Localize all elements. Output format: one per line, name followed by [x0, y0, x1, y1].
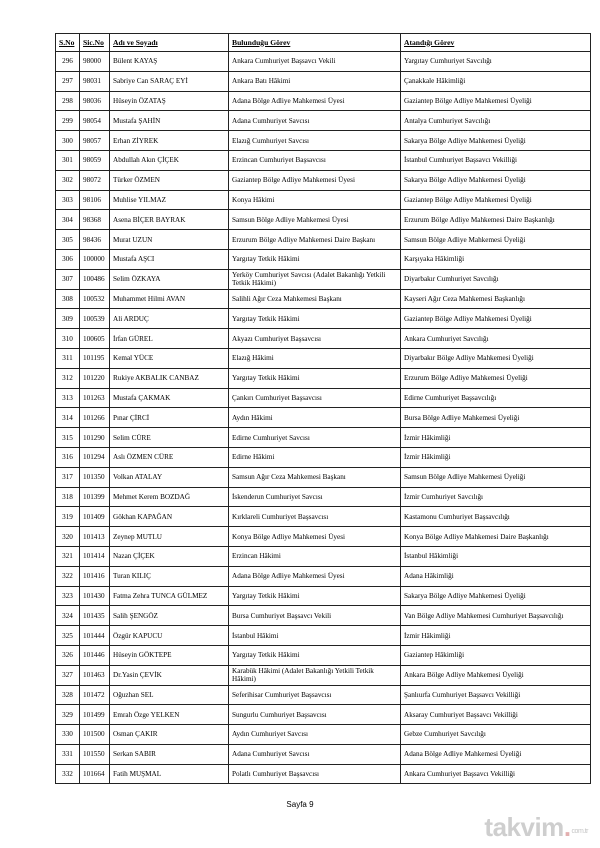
cell-assigned-post: Konya Bölge Adliye Mahkemesi Daire Başkanlığı: [401, 527, 591, 547]
cell-current-post: Bursa Cumhuriyet Başsavcı Vekili: [229, 606, 401, 626]
cell-name: Zeynep MUTLU: [110, 527, 229, 547]
cell-sno: 310: [56, 329, 80, 349]
cell-name: Selim ÖZKAYA: [110, 269, 229, 289]
cell-name: Türker ÖZMEN: [110, 170, 229, 190]
table-row: [56, 71, 591, 91]
cell-current-post: Yargıtay Tetkik Hâkimi: [229, 645, 401, 665]
cell-assigned-post: Gaziantep Hâkimliği: [401, 645, 591, 665]
cell-name: Pınar ÇİRCİ: [110, 408, 229, 428]
cell-current-post: Konya Hâkimi: [229, 190, 401, 210]
table-row: [56, 52, 591, 72]
cell-assigned-post: Gaziantep Bölge Adliye Mahkemesi Üyeliği: [401, 309, 591, 329]
cell-current-post: Konya Bölge Adliye Mahkemesi Üyesi: [229, 527, 401, 547]
table-row: [56, 368, 591, 388]
cell-sicil: 98036: [80, 91, 110, 111]
cell-sno: 302: [56, 170, 80, 190]
cell-sicil: 101463: [80, 665, 110, 685]
cell-current-post: Yargıtay Tetkik Hâkimi: [229, 368, 401, 388]
cell-assigned-post: Diyarbakır Bölge Adliye Mahkemesi Üyeliği: [401, 348, 591, 368]
table-row: [56, 507, 591, 527]
header-name: Adı ve Soyadı: [110, 34, 229, 52]
table-row: [56, 91, 591, 111]
table-row: [56, 170, 591, 190]
table-row: [56, 190, 591, 210]
cell-assigned-post: Samsun Bölge Adliye Mahkemesi Üyeliği: [401, 230, 591, 250]
table-row: [56, 150, 591, 170]
cell-sno: 322: [56, 566, 80, 586]
cell-name: Ali ARDUÇ: [110, 309, 229, 329]
watermark-tld: com.tr: [571, 828, 588, 835]
cell-sicil: 100539: [80, 309, 110, 329]
cell-sno: 326: [56, 645, 80, 665]
cell-assigned-post: Erzurum Bölge Adliye Mahkemesi Daire Başkanlığı: [401, 210, 591, 230]
cell-sicil: 101444: [80, 626, 110, 646]
table-row: [56, 665, 591, 685]
cell-sno: 311: [56, 348, 80, 368]
cell-sno: 303: [56, 190, 80, 210]
cell-current-post: Erzincan Cumhuriyet Başsavcısı: [229, 150, 401, 170]
cell-sno: 319: [56, 507, 80, 527]
table-row: [56, 764, 591, 784]
cell-assigned-post: Kayseri Ağır Ceza Mahkemesi Başkanlığı: [401, 289, 591, 309]
cell-sno: 332: [56, 764, 80, 784]
cell-sno: 304: [56, 210, 80, 230]
watermark-logo: [484, 812, 588, 843]
cell-name: Mustafa ÇAKMAK: [110, 388, 229, 408]
cell-sno: 317: [56, 467, 80, 487]
cell-assigned-post: Samsun Bölge Adliye Mahkemesi Üyeliği: [401, 467, 591, 487]
cell-sicil: 101399: [80, 487, 110, 507]
cell-current-post: İstanbul Hâkimi: [229, 626, 401, 646]
cell-sno: 305: [56, 230, 80, 250]
cell-sno: 300: [56, 131, 80, 151]
cell-name: Hüseyin GÖKTEPE: [110, 645, 229, 665]
cell-current-post: Seferihisar Cumhuriyet Başsavcısı: [229, 685, 401, 705]
cell-name: Emrah Özge YELKEN: [110, 705, 229, 725]
cell-assigned-post: Sakarya Bölge Adliye Mahkemesi Üyeliği: [401, 170, 591, 190]
cell-assigned-post: İzmir Hâkimliği: [401, 447, 591, 467]
header-sicil: Sic.No: [80, 34, 110, 52]
table-row: [56, 487, 591, 507]
cell-assigned-post: Erzurum Bölge Adliye Mahkemesi Üyeliği: [401, 368, 591, 388]
cell-current-post: Ankara Batı Hâkimi: [229, 71, 401, 91]
table-row: [56, 249, 591, 269]
cell-current-post: Sungurlu Cumhuriyet Başsavcısı: [229, 705, 401, 725]
table-row: [56, 527, 591, 547]
cell-name: Nazan ÇİÇEK: [110, 546, 229, 566]
cell-current-post: Yargıtay Tetkik Hâkimi: [229, 249, 401, 269]
table-row: [56, 546, 591, 566]
cell-current-post: Çankırı Cumhuriyet Başsavcısı: [229, 388, 401, 408]
cell-name: Volkan ATALAY: [110, 467, 229, 487]
cell-sicil: 101416: [80, 566, 110, 586]
cell-assigned-post: Van Bölge Adliye Mahkemesi Cumhuriyet Başsavcılığı: [401, 606, 591, 626]
cell-name: Özgür KAPUCU: [110, 626, 229, 646]
cell-sicil: 98072: [80, 170, 110, 190]
cell-assigned-post: Ankara Bölge Adliye Mahkemesi Üyeliği: [401, 665, 591, 685]
cell-sicil: 101350: [80, 467, 110, 487]
cell-sno: 324: [56, 606, 80, 626]
cell-current-post: Kırklareli Cumhuriyet Başsavcısı: [229, 507, 401, 527]
cell-sno: 327: [56, 665, 80, 685]
table-row: [56, 269, 591, 289]
cell-assigned-post: Kastamonu Cumhuriyet Başsavcılığı: [401, 507, 591, 527]
cell-name: Mustafa AŞCI: [110, 249, 229, 269]
cell-name: Erhan ZİYREK: [110, 131, 229, 151]
cell-name: Mustafa ŞAHİN: [110, 111, 229, 131]
cell-sicil: 98057: [80, 131, 110, 151]
page-number: Sayfa 9: [286, 800, 314, 809]
watermark-brand: takvim: [484, 812, 564, 842]
cell-current-post: Aydın Cumhuriyet Savcısı: [229, 725, 401, 745]
cell-current-post: Akyazı Cumhuriyet Başsavcısı: [229, 329, 401, 349]
cell-name: Turan KILIÇ: [110, 566, 229, 586]
table-row: [56, 289, 591, 309]
cell-assigned-post: Adana Bölge Adliye Mahkemesi Üyeliği: [401, 744, 591, 764]
appointments-table: [55, 33, 591, 784]
cell-assigned-post: Edirne Cumhuriyet Başsavcılığı: [401, 388, 591, 408]
cell-sicil: 100000: [80, 249, 110, 269]
cell-sno: 298: [56, 91, 80, 111]
cell-sno: 314: [56, 408, 80, 428]
cell-sicil: 101664: [80, 764, 110, 784]
table-row: [56, 467, 591, 487]
cell-assigned-post: İzmir Hâkimliği: [401, 626, 591, 646]
cell-name: Gökhan KAPAĞAN: [110, 507, 229, 527]
cell-assigned-post: Ankara Cumhuriyet Savcılığı: [401, 329, 591, 349]
cell-name: Hüseyin ÖZATAŞ: [110, 91, 229, 111]
cell-sno: 323: [56, 586, 80, 606]
cell-current-post: Polatlı Cumhuriyet Başsavcısı: [229, 764, 401, 784]
cell-current-post: Erzurum Bölge Adliye Mahkemesi Daire Başkanı: [229, 230, 401, 250]
table-row: [56, 705, 591, 725]
table-row: [56, 428, 591, 448]
cell-sno: 308: [56, 289, 80, 309]
cell-sicil: 101290: [80, 428, 110, 448]
cell-current-post: Adana Bölge Adliye Mahkemesi Üyesi: [229, 91, 401, 111]
cell-sno: 321: [56, 546, 80, 566]
table-row: [56, 566, 591, 586]
cell-sicil: 101472: [80, 685, 110, 705]
cell-sicil: 100532: [80, 289, 110, 309]
cell-sno: 330: [56, 725, 80, 745]
cell-assigned-post: Sakarya Bölge Adliye Mahkemesi Üyeliği: [401, 131, 591, 151]
cell-sicil: 101430: [80, 586, 110, 606]
cell-assigned-post: Aksaray Cumhuriyet Başsavcı Vekilliği: [401, 705, 591, 725]
cell-name: Fatih MUŞMAL: [110, 764, 229, 784]
table-row: [56, 388, 591, 408]
cell-sno: 329: [56, 705, 80, 725]
cell-sno: 297: [56, 71, 80, 91]
cell-name: Salih ŞENGÖZ: [110, 606, 229, 626]
cell-name: Kemal YÜCE: [110, 348, 229, 368]
table-row: [56, 626, 591, 646]
cell-assigned-post: Bursa Bölge Adliye Mahkemesi Üyeliği: [401, 408, 591, 428]
table-row: [56, 230, 591, 250]
table-row: [56, 131, 591, 151]
cell-assigned-post: Karşıyaka Hâkimliği: [401, 249, 591, 269]
cell-sicil: 98436: [80, 230, 110, 250]
cell-sicil: 98031: [80, 71, 110, 91]
table-row: [56, 645, 591, 665]
cell-name: Osman ÇAKIR: [110, 725, 229, 745]
cell-name: Aslı ÖZMEN CÜRE: [110, 447, 229, 467]
cell-sno: 316: [56, 447, 80, 467]
cell-sicil: 98000: [80, 52, 110, 72]
cell-current-post: Karabük Hâkimi (Adalet Bakanlığı Yetkili Tetkik Hâkimi): [229, 665, 401, 685]
table-row: [56, 606, 591, 626]
cell-current-post: İskenderun Cumhuriyet Savcısı: [229, 487, 401, 507]
cell-sicil: 100605: [80, 329, 110, 349]
cell-current-post: Elazığ Hâkimi: [229, 348, 401, 368]
table-row: [56, 447, 591, 467]
cell-sno: 328: [56, 685, 80, 705]
cell-sicil: 101550: [80, 744, 110, 764]
cell-sno: 331: [56, 744, 80, 764]
cell-current-post: Adana Cumhuriyet Savcısı: [229, 744, 401, 764]
cell-sno: 313: [56, 388, 80, 408]
cell-current-post: Yargıtay Tetkik Hâkimi: [229, 586, 401, 606]
cell-sicil: 98059: [80, 150, 110, 170]
cell-assigned-post: Adana Hâkimliği: [401, 566, 591, 586]
cell-sno: 320: [56, 527, 80, 547]
cell-current-post: Ankara Cumhuriyet Başsavcı Vekili: [229, 52, 401, 72]
cell-name: Mehmet Kerem BOZDAĞ: [110, 487, 229, 507]
cell-assigned-post: Antalya Cumhuriyet Savcılığı: [401, 111, 591, 131]
cell-sicil: 98368: [80, 210, 110, 230]
table-row: [56, 408, 591, 428]
cell-assigned-post: Çanakkale Hâkimliği: [401, 71, 591, 91]
cell-name: Muhlise YILMAZ: [110, 190, 229, 210]
cell-name: Muhammet Hilmi AVAN: [110, 289, 229, 309]
header-assigned-post: Atandığı Görev: [401, 34, 591, 52]
cell-assigned-post: İstanbul Hâkimliği: [401, 546, 591, 566]
cell-name: Abdullah Akın ÇİÇEK: [110, 150, 229, 170]
table-body: [56, 52, 591, 784]
header-row: [56, 34, 591, 52]
cell-current-post: Adana Bölge Adliye Mahkemesi Üyesi: [229, 566, 401, 586]
cell-current-post: Yerköy Cumhuriyet Savcısı (Adalet Bakanlığı Yetkili Tetkik Hâkimi): [229, 269, 401, 289]
cell-current-post: Salihli Ağır Ceza Mahkemesi Başkanı: [229, 289, 401, 309]
cell-assigned-post: Gaziantep Bölge Adliye Mahkemesi Üyeliği: [401, 91, 591, 111]
table-row: [56, 210, 591, 230]
cell-current-post: Elazığ Cumhuriyet Savcısı: [229, 131, 401, 151]
cell-current-post: Yargıtay Tetkik Hâkimi: [229, 309, 401, 329]
cell-current-post: Erzincan Hâkimi: [229, 546, 401, 566]
cell-sno: 309: [56, 309, 80, 329]
cell-name: Asena BİÇER BAYRAK: [110, 210, 229, 230]
cell-sicil: 101195: [80, 348, 110, 368]
cell-sicil: 101294: [80, 447, 110, 467]
table-row: [56, 586, 591, 606]
cell-current-post: Samsun Ağır Ceza Mahkemesi Başkanı: [229, 467, 401, 487]
watermark-dot: .: [563, 812, 571, 842]
table-row: [56, 725, 591, 745]
cell-name: Selim CÜRE: [110, 428, 229, 448]
cell-assigned-post: İzmir Cumhuriyet Savcılığı: [401, 487, 591, 507]
cell-current-post: Aydın Hâkimi: [229, 408, 401, 428]
cell-assigned-post: Yargıtay Cumhuriyet Savcılığı: [401, 52, 591, 72]
cell-sicil: 101446: [80, 645, 110, 665]
cell-sicil: 101500: [80, 725, 110, 745]
cell-sno: 312: [56, 368, 80, 388]
cell-assigned-post: Sakarya Bölge Adliye Mahkemesi Üyeliği: [401, 586, 591, 606]
table-row: [56, 744, 591, 764]
cell-sno: 301: [56, 150, 80, 170]
cell-sicil: 101220: [80, 368, 110, 388]
cell-sicil: 98054: [80, 111, 110, 131]
table-header: [56, 34, 591, 52]
header-sno: S.No: [56, 34, 80, 52]
cell-sno: 318: [56, 487, 80, 507]
table-row: [56, 329, 591, 349]
header-current-post: Bulunduğu Görev: [229, 34, 401, 52]
cell-current-post: Adana Cumhuriyet Savcısı: [229, 111, 401, 131]
cell-current-post: Samsun Bölge Adliye Mahkemesi Üyesi: [229, 210, 401, 230]
cell-assigned-post: İzmir Hâkimliği: [401, 428, 591, 448]
cell-assigned-post: Gebze Cumhuriyet Savcılığı: [401, 725, 591, 745]
cell-sno: 325: [56, 626, 80, 646]
cell-sicil: 101409: [80, 507, 110, 527]
cell-name: Oğuzhan SEL: [110, 685, 229, 705]
cell-name: Sabriye Can SARAÇ EYİ: [110, 71, 229, 91]
cell-sno: 299: [56, 111, 80, 131]
cell-sicil: 100486: [80, 269, 110, 289]
cell-sno: 315: [56, 428, 80, 448]
cell-sicil: 98106: [80, 190, 110, 210]
cell-current-post: Edirne Hâkimi: [229, 447, 401, 467]
cell-sicil: 101435: [80, 606, 110, 626]
cell-current-post: Edirne Cumhuriyet Savcısı: [229, 428, 401, 448]
cell-assigned-post: Diyarbakır Cumhuriyet Savcılığı: [401, 269, 591, 289]
table-row: [56, 348, 591, 368]
cell-sno: 296: [56, 52, 80, 72]
table-row: [56, 111, 591, 131]
cell-current-post: Gaziantep Bölge Adliye Mahkemesi Üyesi: [229, 170, 401, 190]
cell-name: İrfan GÜREL: [110, 329, 229, 349]
cell-sno: 306: [56, 249, 80, 269]
cell-name: Serkan SABIR: [110, 744, 229, 764]
cell-name: Bülent KAYAŞ: [110, 52, 229, 72]
cell-name: Murat UZUN: [110, 230, 229, 250]
cell-sicil: 101263: [80, 388, 110, 408]
cell-sno: 307: [56, 269, 80, 289]
cell-assigned-post: Şanlıurfa Cumhuriyet Başsavcı Vekilliği: [401, 685, 591, 705]
cell-name: Dr.Yasin ÇEVİK: [110, 665, 229, 685]
cell-assigned-post: İstanbul Cumhuriyet Başsavcı Vekilliği: [401, 150, 591, 170]
cell-sicil: 101414: [80, 546, 110, 566]
cell-name: Fatma Zehra TUNCA GÜLMEZ: [110, 586, 229, 606]
table-row: [56, 309, 591, 329]
table-row: [56, 685, 591, 705]
cell-sicil: 101499: [80, 705, 110, 725]
cell-sicil: 101413: [80, 527, 110, 547]
cell-assigned-post: Ankara Cumhuriyet Başsavcı Vekilliği: [401, 764, 591, 784]
cell-assigned-post: Gaziantep Bölge Adliye Mahkemesi Üyeliği: [401, 190, 591, 210]
cell-name: Rukiye AKBALIK CANBAZ: [110, 368, 229, 388]
cell-sicil: 101266: [80, 408, 110, 428]
